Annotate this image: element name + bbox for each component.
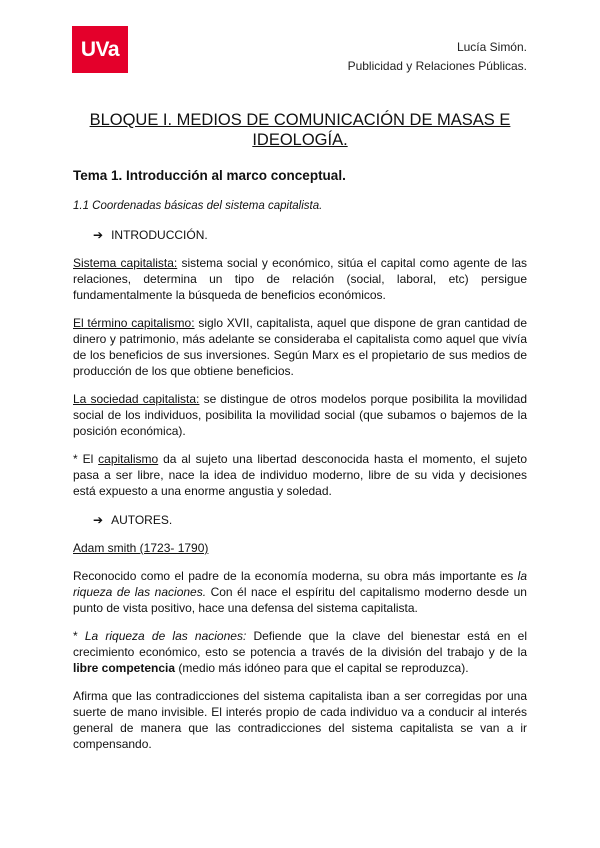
term-capitalismo: capitalismo bbox=[98, 452, 159, 466]
subject-name: Publicidad y Relaciones Públicas. bbox=[347, 59, 527, 73]
intro-heading bbox=[93, 227, 527, 243]
text-smith-italic: la riqueza de las naciones. bbox=[73, 569, 527, 599]
prefix-riqueza: * bbox=[73, 629, 85, 643]
arrow-right-icon: ➔ bbox=[93, 513, 104, 527]
author-adam-smith bbox=[73, 540, 527, 556]
paragraph-smith bbox=[73, 568, 527, 616]
text-smith-a: Reconocido como el padre de la economía moderna, su obra más importante es bbox=[73, 569, 518, 583]
tema-title: Tema 1. Introducción al marco conceptual. bbox=[73, 168, 346, 183]
authors-heading bbox=[93, 512, 527, 528]
text-termino: siglo XVII, capitalista, aquel que dispone de gran cantidad de dinero y patrimonio, más adelante se consideraba el capitalista como aquel que vivía de los beneficios de sus inversiones. Según Marx es el propietario de sus medios de producción de los que obtiene beneficios. bbox=[73, 316, 527, 378]
document-body bbox=[73, 110, 527, 752]
text-riqueza-b: (medio más idóneo para que el capital se reproduzca). bbox=[175, 661, 469, 675]
authors-heading-label: AUTORES. bbox=[111, 513, 173, 527]
paragraph-sistema bbox=[73, 255, 527, 303]
paragraph-mano-invisible: Afirma que las contradicciones del sistema capitalista iban a ser corregidas por una suerte de mano invisible. El interés propio de cada individuo va a conducir al interés general de manera que las contradicciones del sistema capitalista se van a ir compensando. bbox=[73, 689, 527, 751]
paragraph-capitalismo bbox=[73, 451, 527, 499]
text-riqueza-bold: libre competencia bbox=[73, 661, 176, 675]
prefix-capitalismo: * El bbox=[73, 452, 99, 466]
term-sistema: Sistema capitalista: bbox=[73, 256, 178, 270]
author-name: Lucía Simón. bbox=[456, 40, 527, 54]
block-title: BLOQUE I. MEDIOS DE COMUNICACIÓN DE MASAS E IDEOLOGÍA. bbox=[89, 111, 511, 149]
author-adam-smith-label: Adam smith (1723- 1790) bbox=[73, 541, 209, 555]
author-block bbox=[348, 38, 527, 76]
paragraph-termino bbox=[73, 315, 527, 379]
paragraph-riqueza bbox=[73, 628, 527, 676]
term-termino: El término capitalismo: bbox=[73, 316, 195, 330]
section-title: 1.1 Coordenadas básicas del sistema capitalista. bbox=[73, 200, 323, 212]
arrow-right-icon: ➔ bbox=[93, 228, 104, 242]
text-sociedad: se distingue de otros modelos porque posibilita la movilidad social de los individuos, posibilita la movilidad social (que subamos o bajemos de la posición económica). bbox=[73, 392, 528, 438]
text-smith-b: Con él nace el espíritu del capitalismo moderno desde un punto de vista positivo, hace una defensa del sistema capitalista. bbox=[73, 585, 527, 615]
term-sociedad: La sociedad capitalista: bbox=[73, 392, 200, 406]
intro-heading-label: INTRODUCCIÓN. bbox=[111, 228, 208, 242]
term-riqueza: La riqueza de las naciones: bbox=[84, 629, 247, 643]
text-sistema: sistema social y económico, sitúa el capital como agente de las relaciones, determina un tipo de relación (social, laboral, etc) persigue fundamentalmente la búsqueda de beneficios económicos. bbox=[73, 256, 527, 302]
text-riqueza-a: Defiende que la clave del bienestar está en el crecimiento económico, esto se potencia a través de la división del trabajo y de la bbox=[73, 629, 527, 659]
uva-logo: UVa bbox=[72, 26, 128, 73]
text-capitalismo: da al sujeto una libertad desconocida hasta el momento, el sujeto pasa a ser libre, nace la idea de individuo moderno, libre de su vida y decisiones está expuesto a una enorme angustia y soledad. bbox=[73, 452, 527, 498]
paragraph-sociedad bbox=[73, 391, 527, 439]
